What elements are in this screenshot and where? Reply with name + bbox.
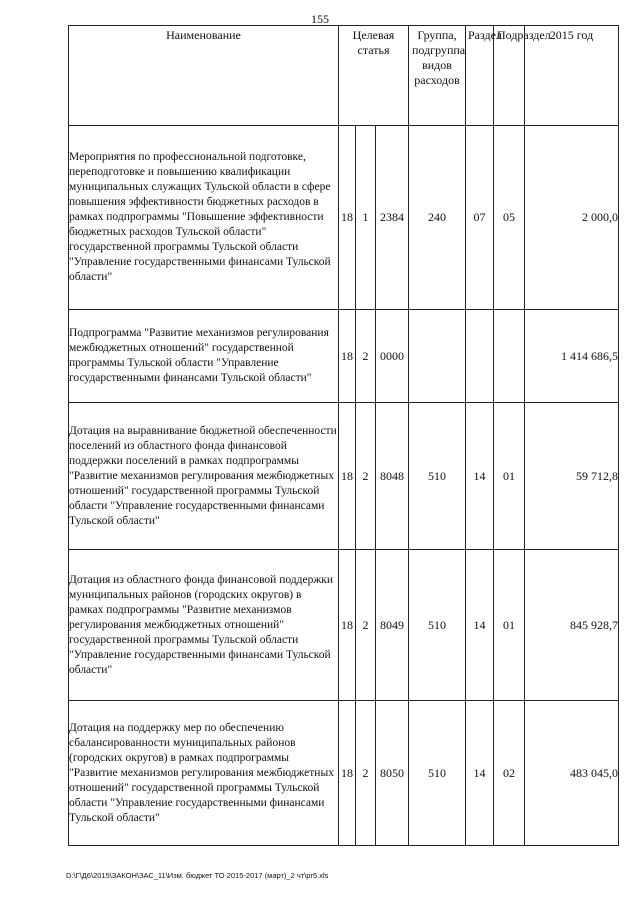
row-target-subprogram: 2 — [356, 550, 376, 701]
row-amount: 483 045,0 — [525, 701, 619, 846]
page-number: 155 — [311, 12, 329, 26]
row-target-program: 18 — [339, 701, 356, 846]
row-target-program: 18 — [339, 126, 356, 310]
row-amount: 845 928,7 — [525, 550, 619, 701]
header-row — [69, 26, 619, 126]
row-target-code: 8050 — [376, 701, 409, 846]
row-section — [466, 310, 494, 403]
table-row — [69, 126, 619, 310]
row-subsection — [494, 310, 525, 403]
row-subsection: 01 — [494, 403, 525, 550]
header-year: 2015 год — [525, 26, 619, 126]
row-subsection: 02 — [494, 701, 525, 846]
row-section: 07 — [466, 126, 494, 310]
row-amount: 1 414 686,5 — [525, 310, 619, 403]
table-row — [69, 310, 619, 403]
table-row — [69, 550, 619, 701]
table-row — [69, 701, 619, 846]
row-subsection: 05 — [494, 126, 525, 310]
row-amount: 59 712,8 — [525, 403, 619, 550]
header-target: Целевая статья — [339, 26, 409, 126]
budget-table — [68, 25, 619, 846]
header-subsection: Подраздел — [494, 26, 525, 126]
file-path-footer: D:\Г\Д6\2015\ЗАКОН\ЗАС_11\Изм. бюджет ТО 2015-2017 (март)_2 чт\pr5.xls — [66, 871, 329, 880]
row-group: 240 — [409, 126, 466, 310]
row-target-subprogram: 1 — [356, 126, 376, 310]
row-target-code: 8049 — [376, 550, 409, 701]
row-target-program: 18 — [339, 550, 356, 701]
row-name: Подпрограмма "Развитие механизмов регулирования межбюджетных отношений" государственной программы Тульской области "Управление государственными финансами Тульской области" — [69, 310, 339, 403]
row-target-subprogram: 2 — [356, 701, 376, 846]
header-section: Раздел — [466, 26, 494, 126]
row-target-program: 18 — [339, 403, 356, 550]
row-group: 510 — [409, 701, 466, 846]
row-target-code: 2384 — [376, 126, 409, 310]
row-target-program: 18 — [339, 310, 356, 403]
header-group: Группа, подгруппа видов расходов — [409, 26, 466, 126]
table-row — [69, 403, 619, 550]
row-name: Мероприятия по профессиональной подготовке, переподготовке и повышению квалификации муниципальных служащих Тульской области в сфере повышения эффективности бюджетных расходов в рамках подпрограммы "Повышение эффективности бюджетных расходов Тульской области" государственной программы Тульской области "Управление государственными финансами Тульской области" — [69, 126, 339, 310]
row-target-subprogram: 2 — [356, 403, 376, 550]
row-name: Дотация на выравнивание бюджетной обеспеченности поселений из областного фонда финансовой поддержки поселений в рамках подпрограммы "Развитие механизмов регулирования межбюджетных отношений" государственной программы Тульской области "Управление государственными финансами Тульской области" — [69, 403, 339, 550]
row-name: Дотация на поддержку мер по обеспечению сбалансированности муниципальных районов (городских округов) в рамках подпрограммы "Развитие механизмов регулирования межбюджетных отношений" государственной программы Тульской области "Управление государственными финансами Тульской области" — [69, 701, 339, 846]
row-target-code: 0000 — [376, 310, 409, 403]
row-name: Дотация из областного фонда финансовой поддержки муниципальных районов (городских округов) в рамках подпрограммы "Развитие механизмов регулирования межбюджетных отношений" государственной программы Тульской области "Управление государственными финансами Тульской области" — [69, 550, 339, 701]
row-amount: 2 000,0 — [525, 126, 619, 310]
row-group: 510 — [409, 550, 466, 701]
row-section: 14 — [466, 403, 494, 550]
row-group: 510 — [409, 403, 466, 550]
row-section: 14 — [466, 701, 494, 846]
header-name: Наименование — [69, 26, 339, 126]
row-section: 14 — [466, 550, 494, 701]
row-target-code: 8048 — [376, 403, 409, 550]
row-subsection: 01 — [494, 550, 525, 701]
row-target-subprogram: 2 — [356, 310, 376, 403]
row-group — [409, 310, 466, 403]
